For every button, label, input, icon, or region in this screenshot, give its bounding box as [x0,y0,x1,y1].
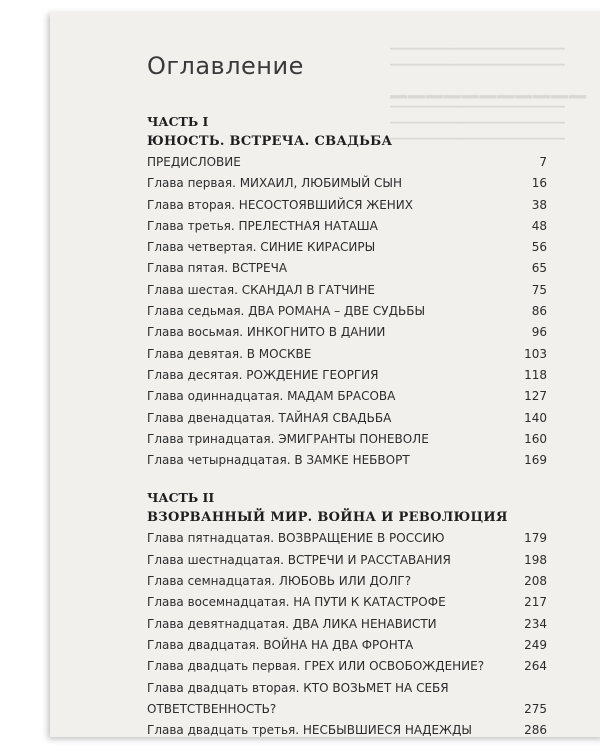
toc-entry-title: Глава тринадцатая. ЭМИГРАНТЫ ПОНЕВОЛЕ [147,431,429,446]
toc-entry-page: 56 [531,240,547,255]
toc-entry[interactable] [147,678,547,699]
toc-entry-title: ОТВЕТСТВЕННОСТЬ? [147,701,277,716]
toc-entry[interactable] [147,656,547,677]
toc-entry-title: Глава восемнадцатая. НА ПУТИ К КАТАСТРОФЕ [147,595,446,610]
toc-entry[interactable] [147,365,547,386]
toc-entry[interactable] [147,429,547,450]
toc-entry-page: 103 [524,346,547,361]
toc-entry[interactable] [147,699,547,720]
toc-entry[interactable] [147,528,547,549]
toc-entry-title: Глава пятнадцатая. ВОЗВРАЩЕНИЕ В РОССИЮ [147,531,445,546]
toc-entry-title: Глава семнадцатая. ЛЮБОВЬ ИЛИ ДОЛГ? [147,574,412,589]
part-title: ВЗОРВАННЫЙ МИР. ВОЙНА И РЕВОЛЮЦИЯ [147,510,508,526]
toc-entry-page: 275 [524,701,547,716]
bleed-through-text: ━━━━━━━━━━━━━━━━━━━━━━━━━━━━━ ━━━━━━━━━━━━━━━━━━━━━━━━━━━━━ ▁▁▁▁▁▁▁▁▁▁▁ ━━━━━━━━━━━━━━━━━━━━━━━━━━━━━ ━━━━━━━━━━━━━━━━━━━━━━━━━━━━━ ━━━━━━━━━━━━━━━━━━━━━━━━━━━━━ [390,44,588,145]
toc-entry[interactable] [147,592,547,613]
part-two [147,488,547,737]
toc-entry[interactable] [147,550,547,571]
toc-entry-page: 198 [524,552,547,567]
toc-entry-title: Глава четырнадцатая. В ЗАМКЕ НЕБВОРТ [147,453,410,468]
toc-list [147,528,547,737]
toc-entry-title: Глава десятая. РОЖДЕНИЕ ГЕОРГИЯ [147,367,379,382]
toc-entry[interactable] [147,450,547,471]
toc-entry-page: 169 [524,453,547,468]
toc-entry-page: 127 [524,389,547,404]
toc-entry-title: Глава восьмая. ИНКОГНИТО В ДАНИИ [147,325,386,340]
toc-entry[interactable] [147,173,547,194]
toc-entry[interactable] [147,216,547,237]
toc-entry-title: Глава третья. ПРЕЛЕСТНАЯ НАТАША [147,218,378,233]
toc-entry-page: 48 [531,218,547,233]
toc-entry-title: Глава двенадцатая. ТАЙНАЯ СВАДЬБА [147,410,392,425]
toc-entry-page: 286 [524,723,547,737]
toc-entry[interactable] [147,152,547,173]
toc-entry-page: 160 [524,431,547,446]
toc-entry-page: 264 [524,659,547,674]
toc-entry[interactable] [147,386,547,407]
toc-entry[interactable] [147,408,547,429]
toc-entry-page: 217 [524,595,547,610]
toc-entry-title: Глава девятая. В МОСКВЕ [147,346,312,361]
part-title: ЮНОСТЬ. ВСТРЕЧА. СВАДЬБА [147,134,393,149]
page-title: Оглавление [147,52,304,80]
toc-entry-title: Глава четвертая. СИНИЕ КИРАСИРЫ [147,240,376,255]
part-label: ЧАСТЬ II [147,490,215,506]
book-page [50,12,600,737]
toc-entry-page: 249 [524,637,547,652]
toc-entry[interactable] [147,571,547,592]
toc-entry-title: Глава двадцать вторая. КТО ВОЗЬМЕТ НА СЕБЯ [147,680,449,695]
toc-entry-page: 7 [539,155,547,169]
toc-entry-page: 140 [524,410,547,425]
toc-entry-title: Глава двадцатая. ВОЙНА НА ДВА ФРОНТА [147,637,414,652]
toc-entry-page: 118 [524,367,547,382]
toc-entry-page: 38 [531,197,547,212]
toc-entry-title: Глава шестнадцатая. ВСТРЕЧИ И РАССТАВАНИЯ [147,552,451,567]
toc-entry[interactable] [147,280,547,301]
toc-entry-page: 75 [531,282,547,297]
toc-entry-page: 96 [531,325,547,340]
toc-entry-title: Глава девятнадцатая. ДВА ЛИКА НЕНАВИСТИ [147,616,437,631]
toc-entry-title: ПРЕДИСЛОВИЕ [147,155,241,169]
toc-entry-page: 179 [524,531,547,546]
toc-entry[interactable] [147,635,547,656]
toc-entry[interactable] [147,344,547,365]
part-one [147,112,547,471]
toc-entry-title: Глава двадцать третья. НЕСБЫВШИЕСЯ НАДЕЖДЫ [147,723,472,737]
toc-entry-title: Глава шестая. СКАНДАЛ В ГАТЧИНЕ [147,282,375,297]
toc-entry-page: 234 [524,616,547,631]
toc-entry-title: Глава первая. МИХАИЛ, ЛЮБИМЫЙ СЫН [147,176,402,191]
toc-entry[interactable] [147,258,547,279]
toc-entry-title: Глава пятая. ВСТРЕЧА [147,261,288,276]
toc-entry[interactable] [147,195,547,216]
toc-entry[interactable] [147,614,547,635]
toc-entry-page: 86 [531,304,547,319]
part-label: ЧАСТЬ I [147,114,209,129]
toc-entry-title: Глава двадцать первая. ГРЕХ ИЛИ ОСВОБОЖДЕНИЕ? [147,659,485,674]
toc-entry-page: 16 [531,176,547,191]
toc-list [147,152,547,471]
toc-entry-title: Глава одиннадцатая. МАДАМ БРАСОВА [147,389,396,404]
toc-entry-title: Глава вторая. НЕСОСТОЯВШИЙСЯ ЖЕНИХ [147,197,414,212]
toc-entry[interactable] [147,301,547,322]
toc-entry-page [515,678,547,699]
table-of-contents [147,112,547,737]
toc-entry[interactable] [147,322,547,343]
toc-entry[interactable] [147,237,547,258]
toc-entry-title: Глава седьмая. ДВА РОМАНА – ДВЕ СУДЬБЫ [147,304,426,319]
toc-entry-page: 65 [531,261,547,276]
toc-entry-page: 208 [524,574,547,589]
toc-entry[interactable] [147,720,547,737]
